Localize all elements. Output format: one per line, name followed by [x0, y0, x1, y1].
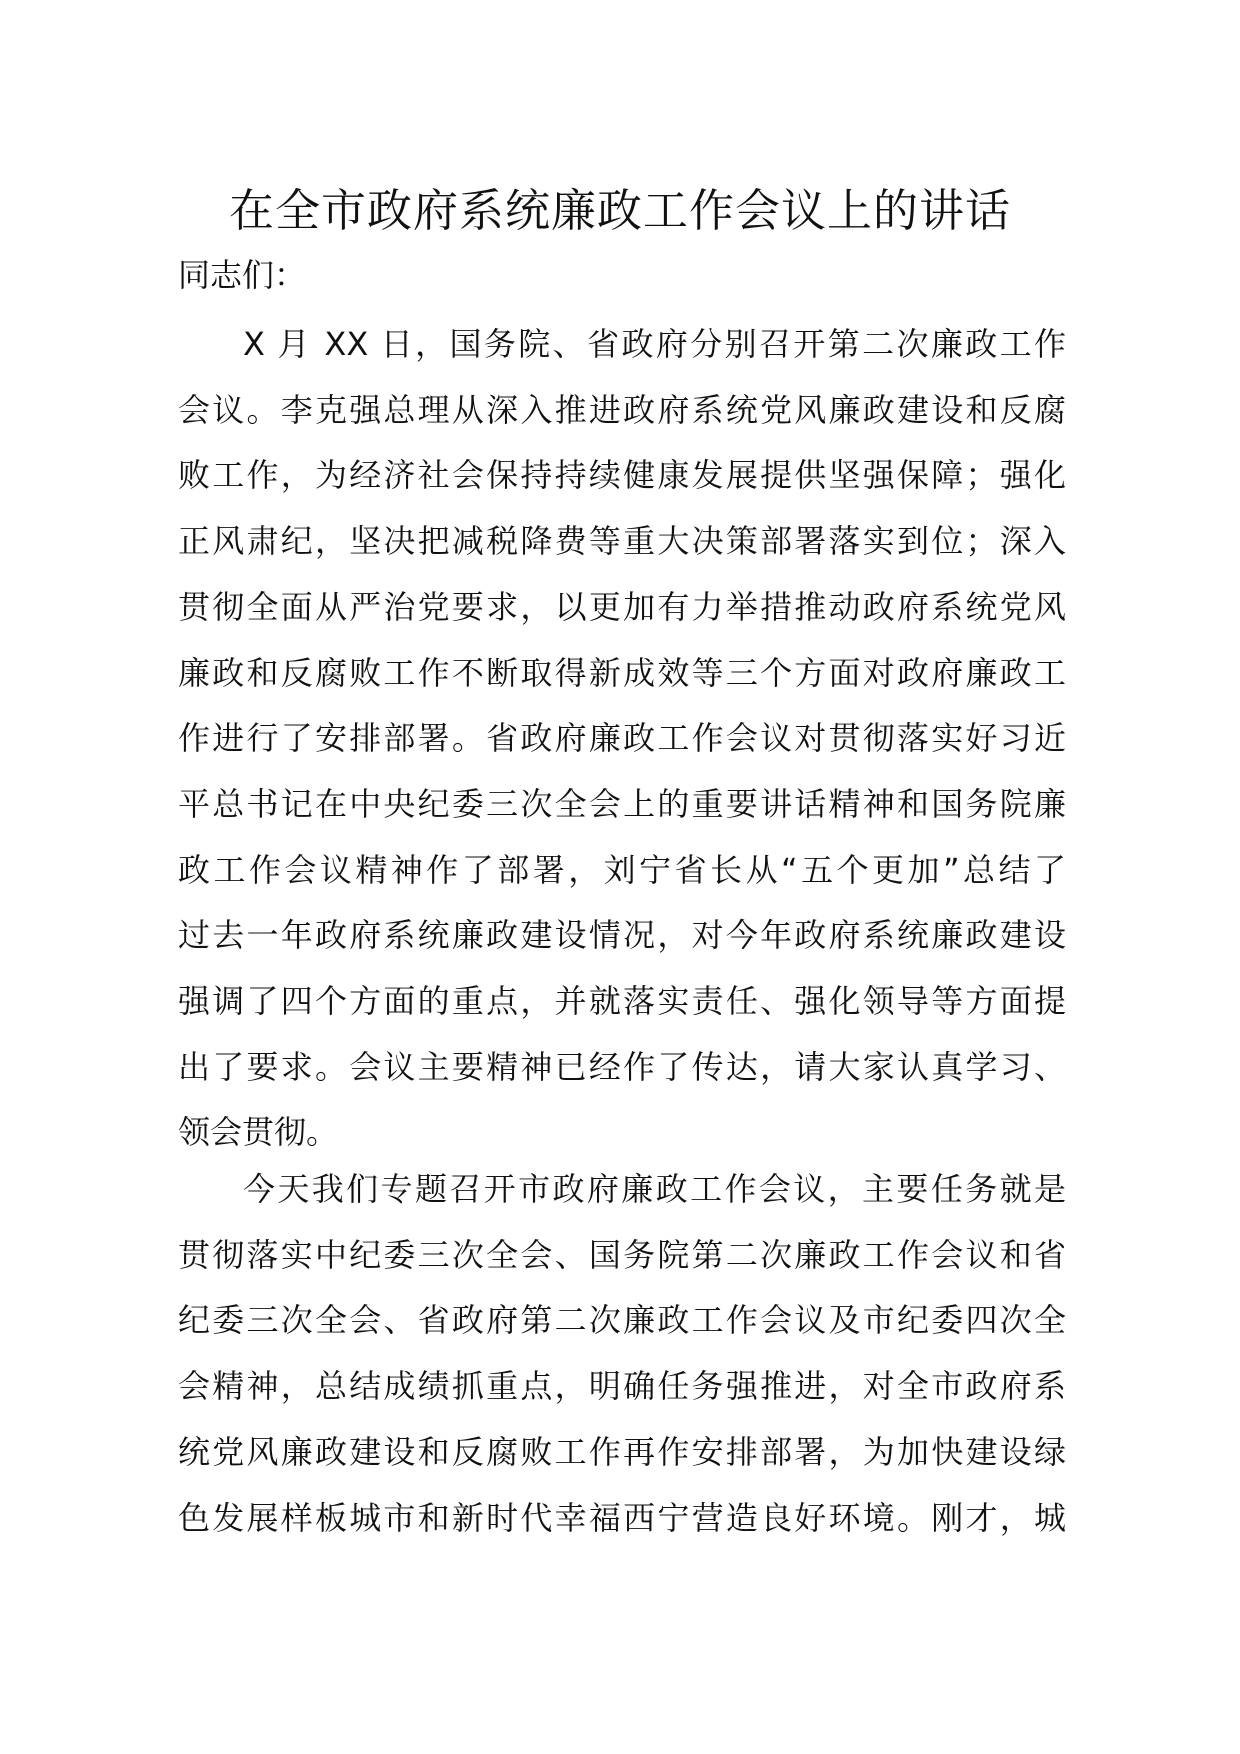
paragraph-line: 出了要求。会议主要精神已经作了传达，请大家认真学习、: [178, 1047, 1066, 1086]
paragraph-line: 色发展样板城市和新时代幸福西宁营造良好环境。刚才，城: [178, 1498, 1066, 1537]
paragraph-line: 作进行了安排部署。省政府廉政工作会议对贯彻落实好习近: [178, 719, 1066, 758]
paragraph-line: 平总书记在中央纪委三次全会上的重要讲话精神和国务院廉: [178, 784, 1066, 823]
paragraph-line: 强调了四个方面的重点，并就落实责任、强化领导等方面提: [178, 982, 1066, 1021]
paragraph-line: X 月 XX 日，国务院、省政府分别召开第二次廉政工作: [243, 325, 1066, 363]
paragraph-line: 正风肃纪，坚决把减税降费等重大决策部署落实到位；深入: [178, 522, 1066, 561]
paragraph-1: [178, 312, 1066, 1166]
document-title: 在全市政府系统廉政工作会议上的讲话: [228, 184, 1011, 237]
paragraph-line: 过去一年政府系统廉政建设情况，对今年政府系统廉政建设: [178, 916, 1066, 955]
paragraph-line: 贯彻全面从严治党要求，以更加有力举措推动政府系统党风: [178, 587, 1066, 626]
paragraph-line: 领会贯彻。: [178, 1113, 339, 1152]
paragraph-line: 今天我们专题召开市政府廉政工作会议，主要任务就是: [243, 1170, 1066, 1208]
paragraph-line: 统党风廉政建设和反腐败工作再作安排部署，为加快建设绿: [178, 1432, 1066, 1471]
salutation: 同志们：: [178, 256, 307, 294]
paragraph-line: 贯彻落实中纪委三次全会、国务院第二次廉政工作会议和省: [178, 1235, 1066, 1274]
paragraph-line: 廉政和反腐败工作不断取得新成效等三个方面对政府廉政工: [178, 653, 1066, 692]
paragraph-line: 政工作会议精神作了部署，刘宁省长从“五个更加”总结了: [178, 850, 1066, 889]
paragraph-2: [178, 1157, 1066, 1551]
paragraph-line: 会议。李克强总理从深入推进政府系统党风廉政建设和反腐: [178, 390, 1066, 429]
paragraph-line: 会精神，总结成绩抓重点，明确任务强推进，对全市政府系: [178, 1367, 1066, 1406]
paragraph-line: 败工作，为经济社会保持持续健康发展提供坚强保障；强化: [178, 456, 1066, 495]
paragraph-line: 纪委三次全会、省政府第二次廉政工作会议及市纪委四次全: [178, 1301, 1066, 1340]
